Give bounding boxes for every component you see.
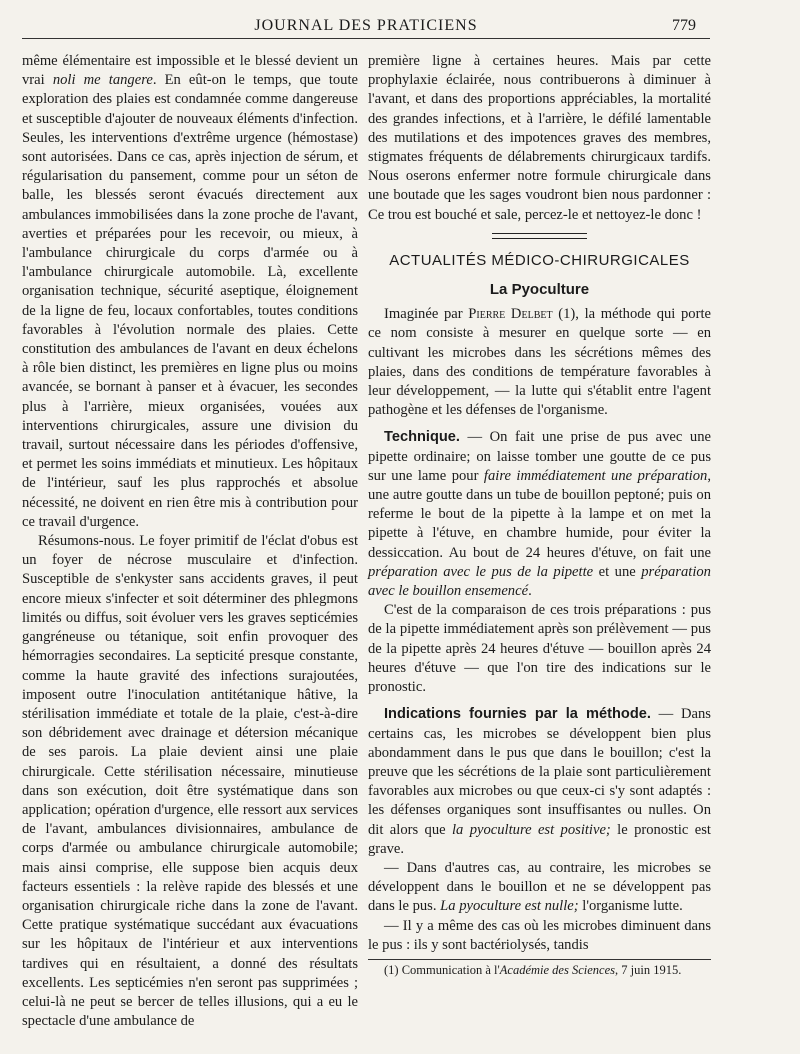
run-in-heading: Technique. [384,429,460,446]
running-title: JOURNAL DES PRATICIENS [254,17,478,34]
paragraph: Imaginée par Pierre Delbet (1), la méthode qui porte ce nom consiste à mesurer en quelque sorte — en cultivant les microbes dans les sécrétions mêmes des plaies, dans des conditions de température favorables à leur développement, — la lutte qui s'établit entre l'agent pathogène et les défenses de l'organisme. [368,306,711,419]
paragraph: première ligne à certaines heures. Mais par cette prophylaxie éclairée, nous contribuerons à diminuer à l'avant, et dans des proportions appréciables, la mortalité des grandes infections, et à l'arrière, le défilé lamentable des mutilations et des impotences graves des membres, stigmates fréquents de délabrements chirurgicaux tardifs. Nous oserons enfermer notre formule chirurgicale dans une boutade que les sages voudront bien nous pardonner : Ce trou est bouché et sale, percez-le et nettoyez-le donc ! [368,53,711,223]
paragraph: Résumons-nous. Le foyer primitif de l'éclat d'obus est un foyer de nécrose musculaire et d'infection. Susceptible de s'enkyster sans accidents graves, il peut encore mieux s'infecter et soit déterminer des phlegmons limités ou diffus, soit évoluer vers les graves septicémies gangréneuse ou tétanique, soit enfin provoquer des hémorragies secondaires. La septicité presque constante, comme la haute gravité des infections surajoutées, imposent outre l'inoculation antitétanique hâtive, la stérilisation immédiate et totale de la plaie, c'est-à-dire son débridement avec drainage et détersion mécanique de ses parois. La plaie devient ainsi une plaie chirurgicale. Cette stérilisation nécessaire, minutieuse dans son exécution, doit être systématique dans son application; opération d'urgence, elle ressort aux services de l'avant, ambulances divisionnaires, ambulance de corps d'armée ou ambulance chirurgicale automobile; mais ainsi comprise, elle suppose bien acquis deux facteurs essentiels : la relève rapide des blessés et une organisation chirurgicale riche dans la zone de l'avant. Cette pratique systématique succédant aux évacuations sur les hôpitaux de l'intérieur et aux interventions tardives qui en résultaient, a donné des résultats excellents. Les septicémies n'en seront pas supprimées ; celui-là ne peut se bercer de telles illusions, qui a eu le spectacle d'une ambulance de [22,533,358,1030]
section-divider [492,233,587,239]
paragraph: — Il y a même des cas où les microbes diminuent dans le pus : ils y sont bactériolysés, tandis [368,917,711,953]
footnote-divider [368,959,711,960]
paragraph: Indications fournies par la méthode. — Dans certains cas, les microbes se développent bien plus abondamment dans le pus que dans le bouillon; c'est la preuve que les sécrétions de la plaie sont particulièrement favorables aux microbes ou que ceux-ci s'y sont adaptés : les défenses organiques sont insuffisantes ou nulles. On dit alors que la pyoculture est positive; le pronostic est grave. [368,706,711,857]
paragraph: même élémentaire est impossible et le blessé devient un vrai noli me tangere. En eût-on le temps, que toute exploration des plaies est condamnée comme dangereuse et susceptible d'ajouter de nouveaux éléments d'infection. Seules, les interventions d'extrême urgence (hémostase) sont autorisées. Dans ce cas, après injection de sérum, et régularisation du pansement, comme pour un séton de balle, les blessés seront évacués directement aux ambulances immobilisées dans la zone proche de l'avant, averties et préparées pour les recevoir, ou mieux, à l'ambulance chirurgicale du corps d'armée ou à l'ambulance chirurgicale automobile. Là, excellente organisation technique, sécurité aseptique, éloignement de la ligne de feu, locaux confortables, toutes conditions favorables à l'évolution normale des plaies. Cette constitution des ambulances de l'avant en deux échelons à rôle bien distinct, les premières en ligne plus ou moins avancée, se bornant à panser et à évacuer, les secondes plus à l'arrière, mieux organisées, vouées aux interventions chirurgicales, assure une division du travail, surtout nécessaire dans les périodes d'offensive, et permet les soins immédiats et minutieux. Les hôpitaux de l'intérieur, sauf les plus rapprochés et absolue nécessité, ne doivent en rien être mis à contribution pour ce travail d'urgence. [22,53,358,530]
right-column [368,52,711,978]
paragraph: C'est de la comparaison de ces trois préparations : pus de la pipette immédiatement après son prélèvement — pus de la pipette après 24 heures d'étuve — bouillon après 24 heures d'étuve — que l'on tire des indications sur le pronostic. [368,602,711,696]
footnote: (1) Communication à l'Académie des Sciences, 7 juin 1915. [384,962,682,977]
paragraph: — Dans d'autres cas, au contraire, les microbes se développent dans le bouillon et ne se développent pas dans le pus. La pyoculture est nulle; l'organisme lutte. [368,859,711,915]
page-number: 779 [672,17,696,34]
paragraph: Technique. — On fait une prise de pus avec une pipette ordinaire; on laisse tomber une goutte de ce pus sur une lame pour faire immédiatement une préparation, une autre goutte dans un tube de bouillon peptoné; puis on referme le bout de la pipette à la lampe et on met la pipette à l'étuve, en chambre humide, pour éviter la dessiccation. Au bout de 24 heures d'étuve, on fait une préparation avec le pus de la pipette et une préparation avec le bouillon ensemencé. [368,429,711,600]
author-name: Pierre Delbet [468,306,553,323]
page-header [22,14,710,39]
article-title: La Pyoculture [489,281,590,299]
section-title: ACTUALITÉS MÉDICO-CHIRURGICALES [389,251,690,269]
run-in-heading: Indications fournies par la méthode. [384,706,651,723]
left-column [22,52,358,1031]
